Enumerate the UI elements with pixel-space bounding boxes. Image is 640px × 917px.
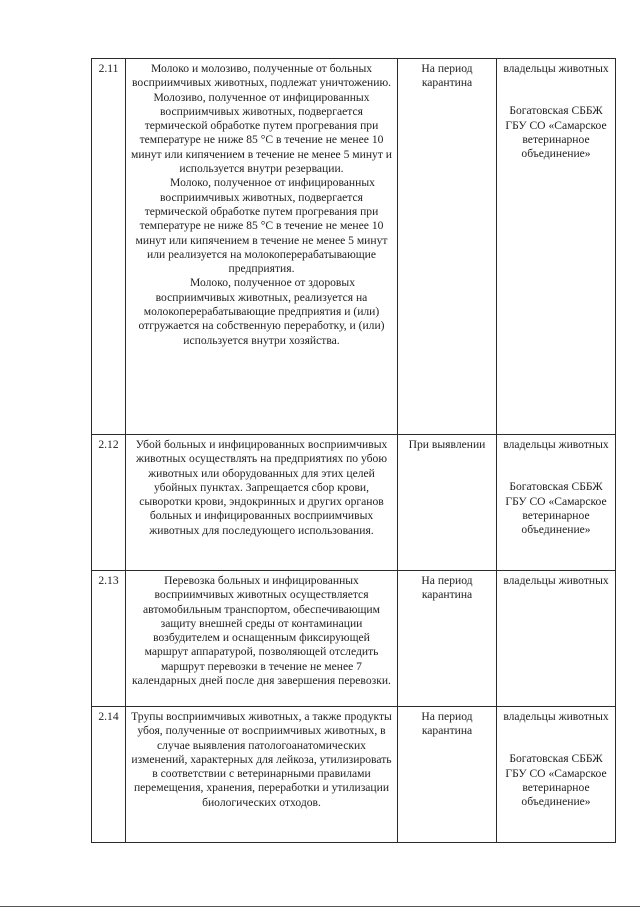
responsible-organization: Богатовская СББЖ ГБУ СО «Самарское ветеринарное объединение»: [505, 104, 607, 161]
term-cell: На период карантина: [398, 571, 497, 707]
table-row: [92, 707, 616, 843]
responsible-cell: [497, 435, 616, 571]
term-cell: При выявлении: [398, 435, 497, 571]
responsible-cell: [497, 571, 616, 707]
term-cell: На период карантина: [398, 59, 497, 435]
responsible-cell: [497, 59, 616, 435]
responsible-organization: Богатовская СББЖ ГБУ СО «Самарское ветеринарное объединение»: [505, 480, 607, 537]
responsible-owners: владельцы животных: [503, 710, 609, 723]
measure-text: [126, 571, 398, 707]
measure-paragraph: Трупы восприимчивых животных, а также продукты убоя, полученные от восприимчивых животных, в случае выявления патологоанатомических изменений, характерных для лейкоза, утилизировать в соответствии с ветеринарными правилами перемещения, хранения, переработки и утилизации биологических отходов.: [131, 710, 392, 809]
measure-text: [126, 435, 398, 571]
responsible-owners: владельцы животных: [503, 574, 609, 587]
table-row: [92, 435, 616, 571]
measures-table: [91, 58, 616, 843]
measure-text: [126, 707, 398, 843]
page-bottom-rule: [0, 906, 640, 907]
measure-paragraph: Молоко, полученное от здоровых восприимчивых животных, реализуется на молокоперерабатывающие предприятия и (или) отгружается на собственную переработку, и (или) используется внутри хозяйства.: [138, 276, 385, 347]
term-cell: На период карантина: [398, 707, 497, 843]
responsible-owners: владельцы животных: [503, 438, 609, 451]
responsible-cell: [497, 707, 616, 843]
row-number: 2.12: [92, 435, 126, 571]
measure-paragraph: Перевозка больных и инфицированных восприимчивых животных осуществляется автомобильным транспортом, обеспечивающим защиту внешней среды от контаминации возбудителем и оснащенным фиксирующей маршрут аппаратурой, позволяющей отследить маршрут перевозки в течение не менее 7 календарных дней после дня завершения перевозки.: [132, 574, 391, 688]
table-row: [92, 59, 616, 435]
measure-paragraph: Молоко, полученное от инфицированных восприимчивых животных, подвергается термической обработке путем прогревания при температуре не ниже 85 °С в течение не менее 10 минут или кипячением в течение не менее 5 минут или реализуется на молокоперерабатывающие предприятия.: [135, 176, 388, 276]
responsible-owners: владельцы животных: [503, 62, 609, 75]
measure-text: [126, 59, 398, 435]
measure-paragraph: Убой больных и инфицированных восприимчивых животных осуществлять на предприятиях по убою животных или оборудованных для этих целей убойных пунктах. Запрещается сбор крови, сыворотки крови, эндокринных и других органов больных и инфицированных восприимчивых животных для последующего использования.: [135, 438, 388, 537]
responsible-organization: Богатовская СББЖ ГБУ СО «Самарское ветеринарное объединение»: [505, 752, 607, 809]
row-number: 2.13: [92, 571, 126, 707]
table-row: [92, 571, 616, 707]
measure-paragraph: Молоко и молозиво, полученные от больных восприимчивых животных, подлежат уничтожению. Молозиво, полученное от инфицированных восприимчивых животных, подвергается термической обработке путем прогревания при температуре не ниже 85 °С в течение не менее 10 минут или кипячением в течение не менее 5 минут и используется внутри резервации.: [130, 62, 392, 176]
row-number: 2.11: [92, 59, 126, 435]
row-number: 2.14: [92, 707, 126, 843]
